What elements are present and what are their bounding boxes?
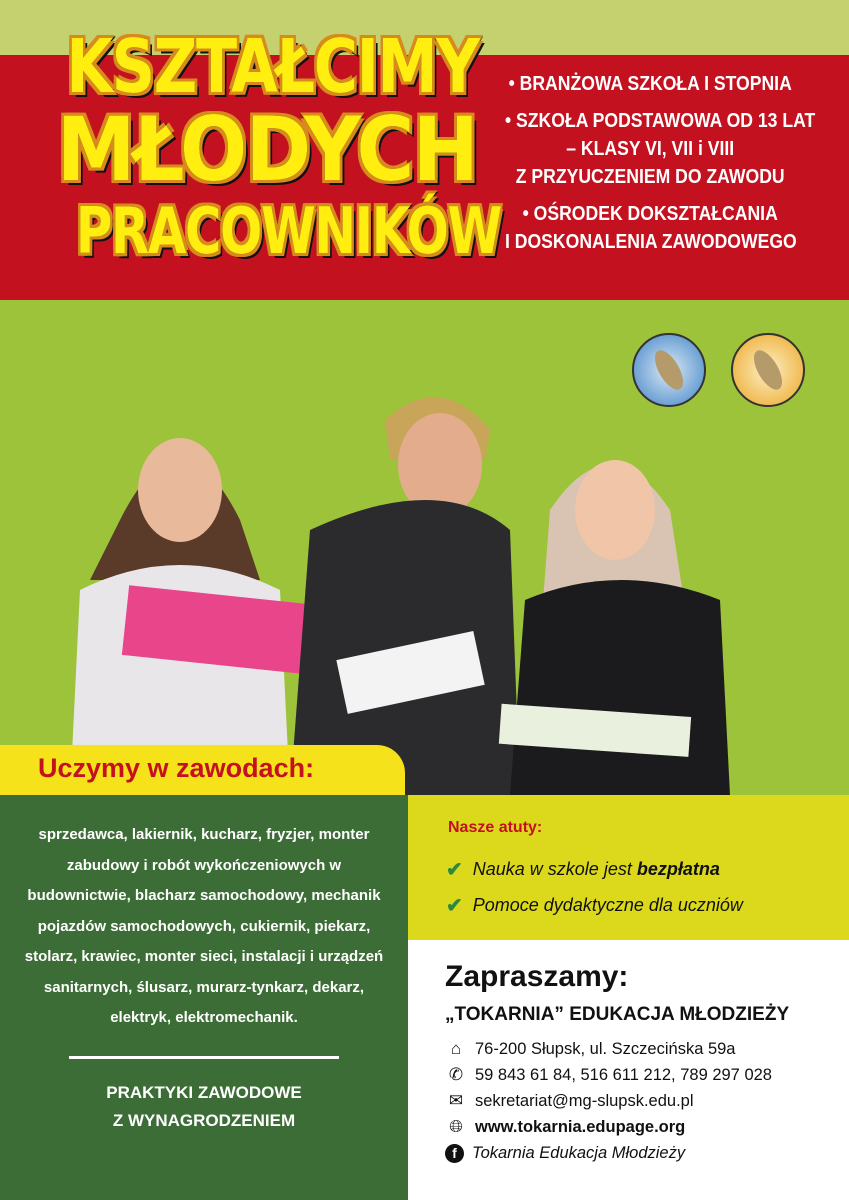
advantage-item: [446, 893, 743, 918]
website-link[interactable]: www.tokarnia.edupage.org: [475, 1117, 686, 1136]
checkmark-icon: ✔: [446, 895, 463, 917]
professions-heading-tab: [0, 745, 405, 797]
student-left: [70, 438, 318, 795]
offer-item: Z PRZYUCZENIEM DO ZAWODU: [515, 166, 785, 188]
offer-item: I DOSKONALENIA ZAWODOWEGO: [505, 231, 797, 253]
website-row[interactable]: [445, 1114, 845, 1140]
headline-line-2: MŁODYCH: [56, 98, 478, 201]
advantage-item: [446, 857, 720, 882]
facebook-row[interactable]: [445, 1140, 845, 1166]
professions-list: sprzedawca, lakiernik, kucharz, fryzjer, monter zabudowy i robót wykończeniowych w budownictwie, blacharz samochodowy, mechanik pojazdów samochodowych, cukiernik, piekarz, stolarz, krawiec, monter sieci, instalacji i urządzeń sanitarnych, ślusarz, murarz-tynkarz, dekarz, elektryk, elektromechanik.: [24, 826, 384, 1026]
home-icon: ⌂: [450, 1039, 462, 1058]
offer-item: – KLASY VI, VII i VIII: [566, 138, 735, 160]
email-row[interactable]: [445, 1088, 845, 1114]
students-photo: [30, 380, 830, 795]
advantages-title: Nasze atuty:: [448, 819, 543, 836]
checkmark-icon: ✔: [446, 859, 463, 881]
student-middle: [290, 397, 520, 795]
offer-item: • OŚRODEK DOKSZTAŁCANIA: [522, 203, 778, 225]
divider: [69, 1056, 339, 1059]
headline-line-3: PRACOWNIKÓW: [75, 195, 501, 269]
advantage-text: Pomoce dydaktyczne dla uczniów: [472, 895, 743, 915]
phone-text[interactable]: 59 843 61 84, 516 611 212, 789 297 028: [475, 1065, 772, 1084]
invite-heading: Zapraszamy:: [445, 960, 629, 993]
offer-item: • SZKOŁA PODSTAWOWA OD 13 LAT: [505, 110, 816, 132]
facebook-icon: f: [445, 1144, 464, 1163]
school-offer-list: [505, 70, 816, 265]
student-right: [499, 460, 730, 795]
advantage-bold: bezpłatna: [636, 859, 720, 879]
headline: [22, 24, 512, 269]
contact-section: [445, 960, 845, 1166]
professions-panel: [0, 795, 408, 1200]
mail-icon: ✉: [448, 1091, 464, 1110]
offer-item: • BRANŻOWA SZKOŁA I STOPNIA: [508, 73, 792, 95]
facebook-link[interactable]: Tokarnia Edukacja Młodzieży: [472, 1143, 686, 1162]
address-text: 76-200 Słupsk, ul. Szczecińska 59a: [475, 1039, 736, 1058]
practice-line-1: PRAKTYKI ZAWODOWE: [106, 1082, 302, 1102]
headline-line-1: KSZTAŁCIMY: [66, 24, 479, 110]
advantages-panel: [408, 795, 849, 940]
organization-name: „TOKARNIA” EDUKACJA MŁODZIEŻY: [445, 1004, 790, 1025]
email-link[interactable]: sekretariat@mg-slupsk.edu.pl: [475, 1091, 694, 1110]
phone-icon: ✆: [448, 1065, 464, 1084]
phone-row[interactable]: [445, 1062, 845, 1088]
address-row: [445, 1036, 845, 1062]
practice-line-2: Z WYNAGRODZENIEM: [112, 1110, 296, 1130]
globe-icon: 🌐︎: [449, 1117, 463, 1136]
advantage-text: Nauka w szkole jest: [472, 859, 637, 879]
professions-title: Uczymy w zawodach:: [38, 753, 315, 783]
